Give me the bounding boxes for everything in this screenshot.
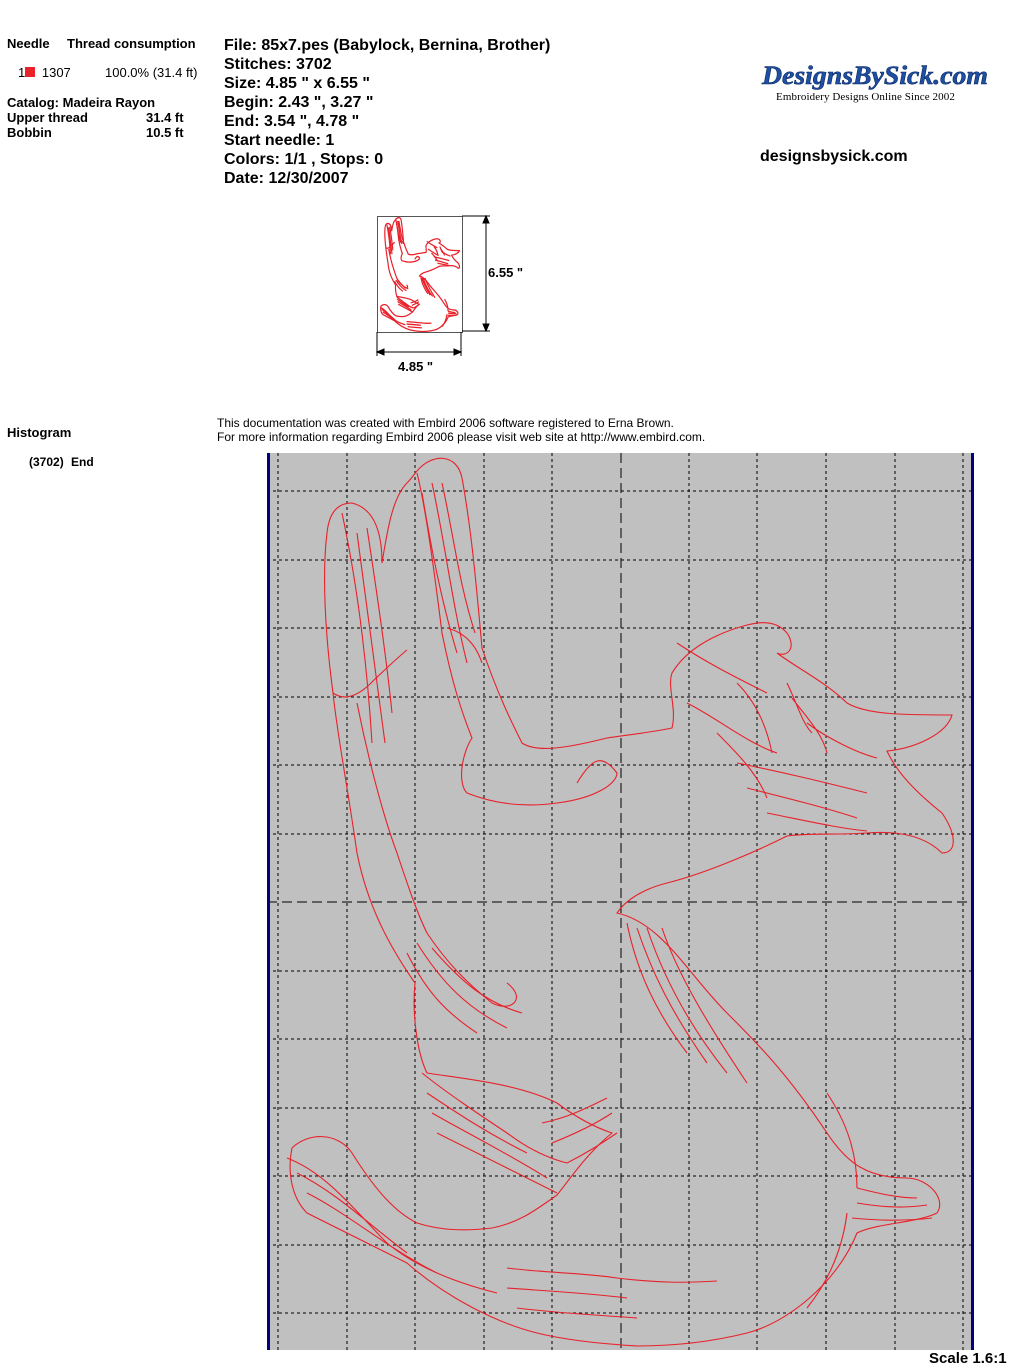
bobbin-value: 10.5 ft xyxy=(146,125,184,140)
bobbin-label: Bobbin xyxy=(7,125,52,140)
histogram-title: Histogram xyxy=(7,425,72,440)
scale-label: Scale 1.6:1 xyxy=(929,1350,1007,1367)
thread-consumption-header: Thread consumption xyxy=(67,36,196,51)
histogram-entry xyxy=(29,455,94,469)
width-dimension-label: 4.85 " xyxy=(398,359,434,374)
credit-line-1: This documentation was created with Embird 2006 software registered to Erna Brown. xyxy=(217,416,674,430)
upper-thread-value: 31.4 ft xyxy=(146,110,184,125)
upper-thread-label: Upper thread xyxy=(7,110,88,125)
needle-header: Needle xyxy=(7,36,50,51)
colors-stops: Colors: 1/1 , Stops: 0 xyxy=(224,151,384,168)
embroidery-preview xyxy=(267,453,974,1350)
thread-color-code: 1307 xyxy=(41,65,71,80)
logo-tagline: Embroidery Designs Online Since 2002 xyxy=(776,91,955,103)
design-canvas xyxy=(267,453,974,1350)
logo-wordmark xyxy=(760,60,990,90)
histogram-entry-label: End xyxy=(71,455,94,469)
designsbysick-logo xyxy=(760,60,990,103)
hoop-frame-right xyxy=(971,453,974,1350)
start-needle: Start needle: 1 xyxy=(224,132,335,149)
thread-color-swatch xyxy=(25,67,35,77)
logo-title: DesignsBySick.com xyxy=(760,61,988,90)
design-begin: Begin: 2.43 ", 3.27 " xyxy=(224,94,374,111)
credit-line-2: For more information regarding Embird 2006 please visit web site at http://www.embird.com. xyxy=(217,430,706,444)
needle-number: 1 xyxy=(18,65,26,80)
thread-consumption-value: 100.0% (31.4 ft) xyxy=(105,65,198,80)
catalog-label: Catalog: Madeira Rayon xyxy=(7,95,156,110)
histogram-entry-count: (3702) xyxy=(29,455,64,469)
dimension-arrows xyxy=(372,210,542,375)
height-dimension-label: 6.55 " xyxy=(488,265,524,280)
stitch-count: Stitches: 3702 xyxy=(224,56,332,73)
needle-row xyxy=(18,65,71,80)
design-date: Date: 12/30/2007 xyxy=(224,170,349,187)
file-name: File: 85x7.pes (Babylock, Bernina, Brother) xyxy=(224,37,551,54)
file-info xyxy=(224,36,550,188)
hoop-frame-left xyxy=(267,453,270,1350)
design-size: Size: 4.85 " x 6.55 " xyxy=(224,75,370,92)
design-end: End: 3.54 ", 4.78 " xyxy=(224,113,360,130)
logo-url: designsbysick.com xyxy=(760,148,908,165)
